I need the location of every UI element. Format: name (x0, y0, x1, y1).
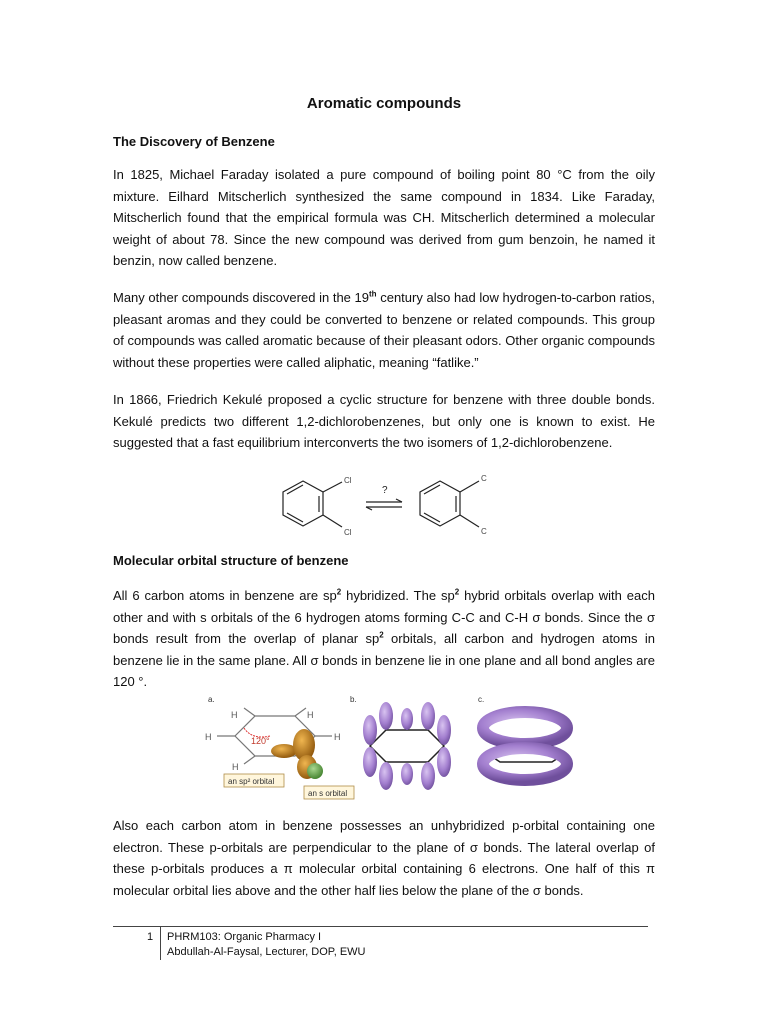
panel-a-sigma-framework (205, 695, 354, 799)
paragraph-aromatic-definition: Many other compounds discovered in the 19th century also had low hydrogen-to-carbon ratios, pleasant aromas and they could be converted to benzene or related compounds. This group of compounds was called aromatic because of their pleasant odors. Other organic compounds without these properties were called aliphatic, meaning “fatlike.” (113, 289, 655, 370)
chlorine-label-bottom-left: Cl (344, 528, 352, 537)
section-heading-discovery: The Discovery of Benzene (113, 134, 275, 149)
dichlorobenzene-equilibrium-figure (270, 472, 500, 542)
hydrogen-label-1: H (231, 710, 238, 720)
pi-cloud-upper-ring (483, 712, 567, 744)
panel-c-label: c. (478, 695, 485, 704)
s-orbital-sphere (307, 763, 323, 779)
panel-b-label: b. (350, 695, 357, 704)
page-title: Aromatic compounds (306, 95, 462, 112)
paragraph-kekule: In 1866, Friedrich Kekulé proposed a cyclic structure for benzene with three double bonds. Kekulé predicts two different 1,2-dichlorobenzenes, but only one is known to exist. He suggested that a fast equilibrium interconverts the two isomers of 1,2-dichlorobenzene. (113, 392, 655, 451)
sp2-orbital-label: an sp² orbital (228, 777, 275, 786)
chlorine-label-bottom-right: C (481, 527, 487, 536)
section-heading-mo-structure: Molecular orbital structure of benzene (113, 553, 349, 568)
hydrogen-label-5: H (232, 762, 239, 772)
benzene-orbital-figure (200, 694, 580, 806)
pi-cloud-lower-ring (483, 748, 567, 780)
footer-author: Abdullah-Al-Faysal, Lecturer, DOP, EWU (167, 946, 366, 958)
hydrogen-label-4: H (334, 732, 341, 742)
s-orbital-label: an s orbital (308, 789, 348, 798)
chlorine-label-top-right: C (481, 474, 487, 483)
panel-b-p-orbitals (350, 695, 451, 790)
footer-separator (160, 927, 161, 960)
footer-course: PHRM103: Organic Pharmacy I (167, 931, 322, 943)
footer-rule (113, 926, 648, 927)
paragraph-faraday: In 1825, Michael Faraday isolated a pure compound of boiling point 80 °C from the oily mixture. Eilhard Mitscherlich synthesized the same compound in 1834. Like Faraday, Mitscherlich found that the empirical formula was CH. Mitscherlich determined a molecular weight of about 78. Since the new compound was derived from gum benzoin, he named it benzin, now called benzene. (113, 167, 655, 269)
panel-a-label: a. (208, 695, 215, 704)
hydrogen-label-3: H (205, 732, 212, 742)
chlorine-label-top-left: Cl (344, 476, 352, 485)
benzene-ring-left (283, 481, 323, 526)
panel-c-pi-cloud (478, 695, 567, 780)
page-number: 1 (147, 931, 154, 943)
equilibrium-question-mark: ? (382, 485, 388, 496)
paragraph-sp2-hybridization: All 6 carbon atoms in benzene are $sp^2$ hybridized. The $sp^2$ hybrid orbitals overlap with each other and with s orbitals of the 6 hydrogen atoms forming C-C and C-H σ bonds. Since the σ bonds result from the overlap of planar $sp^2$ orbitals, all carbon and hydrogen atoms in benzene lie in the same plane. All σ bonds in benzene lie in one plane and all bond angles are 120 °. (113, 587, 655, 690)
hydrogen-label-2: H (307, 710, 314, 720)
paragraph-pi-orbital: Also each carbon atom in benzene possesses an unhybridized p-orbital containing one electron. These p-orbitals are perpendicular to the plane of σ bonds. The lateral overlap of these p-orbitals produces a π molecular orbital containing 6 electrons. One half of this π molecular orbital lies above and the other half lies below the plane of the σ bonds. (113, 818, 655, 898)
bond-angle-label: 120° (251, 736, 270, 746)
benzene-ring-right (420, 481, 460, 526)
